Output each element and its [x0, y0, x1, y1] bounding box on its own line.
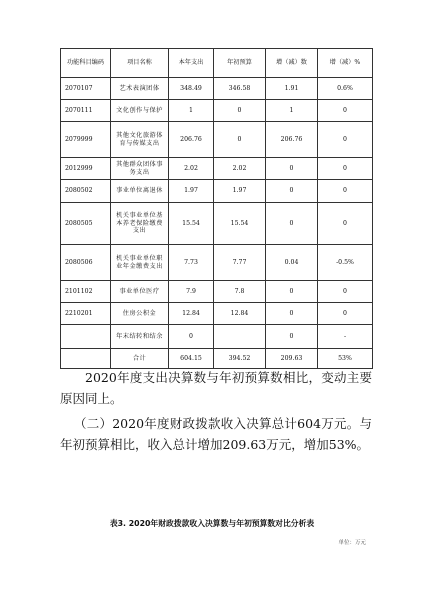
cell-pct: 0	[318, 158, 373, 180]
cell-name: 其他文化旅游体育与传媒支出	[111, 122, 169, 158]
cell-change: 0	[266, 325, 318, 349]
cell-budget: 346.58	[214, 78, 266, 100]
cell-code: 2080506	[61, 245, 111, 281]
cell-actual: 12.84	[169, 303, 214, 325]
cell-pct: -0.5%	[318, 245, 373, 281]
cell-actual: 2.02	[169, 158, 214, 180]
table-row	[61, 158, 373, 180]
header-change: 增（减）数	[266, 49, 318, 78]
cell-change: 1	[266, 100, 318, 122]
cell-actual: 15.54	[169, 203, 214, 245]
cell-budget: 1.97	[214, 180, 266, 203]
cell-budget: 0	[214, 122, 266, 158]
table-total-row	[61, 349, 373, 369]
table-row	[61, 303, 373, 325]
cell-pct: 0.6%	[318, 78, 373, 100]
cell-change: 0	[266, 203, 318, 245]
cell-name: 文化创作与保护	[111, 100, 169, 122]
cell-actual: 1	[169, 100, 214, 122]
cell-budget: 7.77	[214, 245, 266, 281]
cell-code: 2210201	[61, 303, 111, 325]
total-pct: 53%	[318, 349, 373, 369]
cell-change: 0	[266, 180, 318, 203]
cell-name: 事业单位医疗	[111, 281, 169, 303]
cell-pct: 0	[318, 122, 373, 158]
table-header-row	[61, 49, 373, 78]
table-caption: 表3. 2020年财政拨款收入决算数与年初预算数对比分析表	[109, 519, 315, 528]
cell-budget: 0	[214, 100, 266, 122]
cell-code: 2101102	[61, 281, 111, 303]
cell-pct: 0	[318, 100, 373, 122]
cell-code	[61, 325, 111, 349]
cell-name: 艺术表演团体	[111, 78, 169, 100]
total-actual: 604.15	[169, 349, 214, 369]
header-code: 功能科目编码	[61, 49, 111, 78]
cell-pct: 0	[318, 303, 373, 325]
table-row	[61, 245, 373, 281]
cell-name: 年末结转和结余	[111, 325, 169, 349]
cell-actual: 348.49	[169, 78, 214, 100]
cell-name: 事业单位离退休	[111, 180, 169, 203]
cell-code	[61, 349, 111, 369]
table-row	[61, 180, 373, 203]
cell-actual: 1.97	[169, 180, 214, 203]
cell-budget: 2.02	[214, 158, 266, 180]
cell-actual: 7.73	[169, 245, 214, 281]
cell-code: 2080505	[61, 203, 111, 245]
cell-change: 0	[266, 281, 318, 303]
header-budget: 年初预算	[214, 49, 266, 78]
cell-budget	[214, 325, 266, 349]
header-actual: 本年支出	[169, 49, 214, 78]
cell-budget: 7.8	[214, 281, 266, 303]
cell-code: 2080502	[61, 180, 111, 203]
paragraph-revenue-total: （二）2020年度财政拨款收入决算总计604万元。与年初预算相比，收入总计增加209.63万元，增加53%。	[60, 416, 372, 452]
header-pct: 增（减）%	[318, 49, 373, 78]
cell-pct: 0	[318, 281, 373, 303]
table-row	[61, 122, 373, 158]
cell-pct: 0	[318, 203, 373, 245]
table-row	[61, 100, 373, 122]
cell-actual: 0	[169, 325, 214, 349]
cell-actual: 7.9	[169, 281, 214, 303]
budget-comparison-table	[60, 48, 373, 369]
cell-change: 0.04	[266, 245, 318, 281]
cell-actual: 206.76	[169, 122, 214, 158]
header-name: 项目名称	[111, 49, 169, 78]
cell-budget: 15.54	[214, 203, 266, 245]
cell-code: 2012999	[61, 158, 111, 180]
table-row	[61, 78, 373, 100]
cell-pct: 0	[318, 180, 373, 203]
total-change: 209.63	[266, 349, 318, 369]
paragraph-expenditure-comparison: 2020年度支出决算数与年初预算数相比，变动主要原因同上。	[60, 370, 372, 406]
cell-name: 机关事业单位职业年金缴费支出	[111, 245, 169, 281]
cell-code: 2070111	[61, 100, 111, 122]
cell-code: 2079999	[61, 122, 111, 158]
cell-change: 206.76	[266, 122, 318, 158]
cell-change: 0	[266, 158, 318, 180]
cell-code: 2070107	[61, 78, 111, 100]
cell-budget: 12.84	[214, 303, 266, 325]
cell-name: 其他群众团体事务支出	[111, 158, 169, 180]
total-label: 合计	[111, 349, 169, 369]
cell-name: 机关事业单位基本养老保险缴费支出	[111, 203, 169, 245]
unit-label: 单位：万元	[338, 540, 366, 546]
cell-change: 0	[266, 303, 318, 325]
total-budget: 394.52	[214, 349, 266, 369]
table-row	[61, 325, 373, 349]
cell-change: 1.91	[266, 78, 318, 100]
table-row	[61, 203, 373, 245]
table-row	[61, 281, 373, 303]
cell-pct: -	[318, 325, 373, 349]
cell-name: 住房公积金	[111, 303, 169, 325]
